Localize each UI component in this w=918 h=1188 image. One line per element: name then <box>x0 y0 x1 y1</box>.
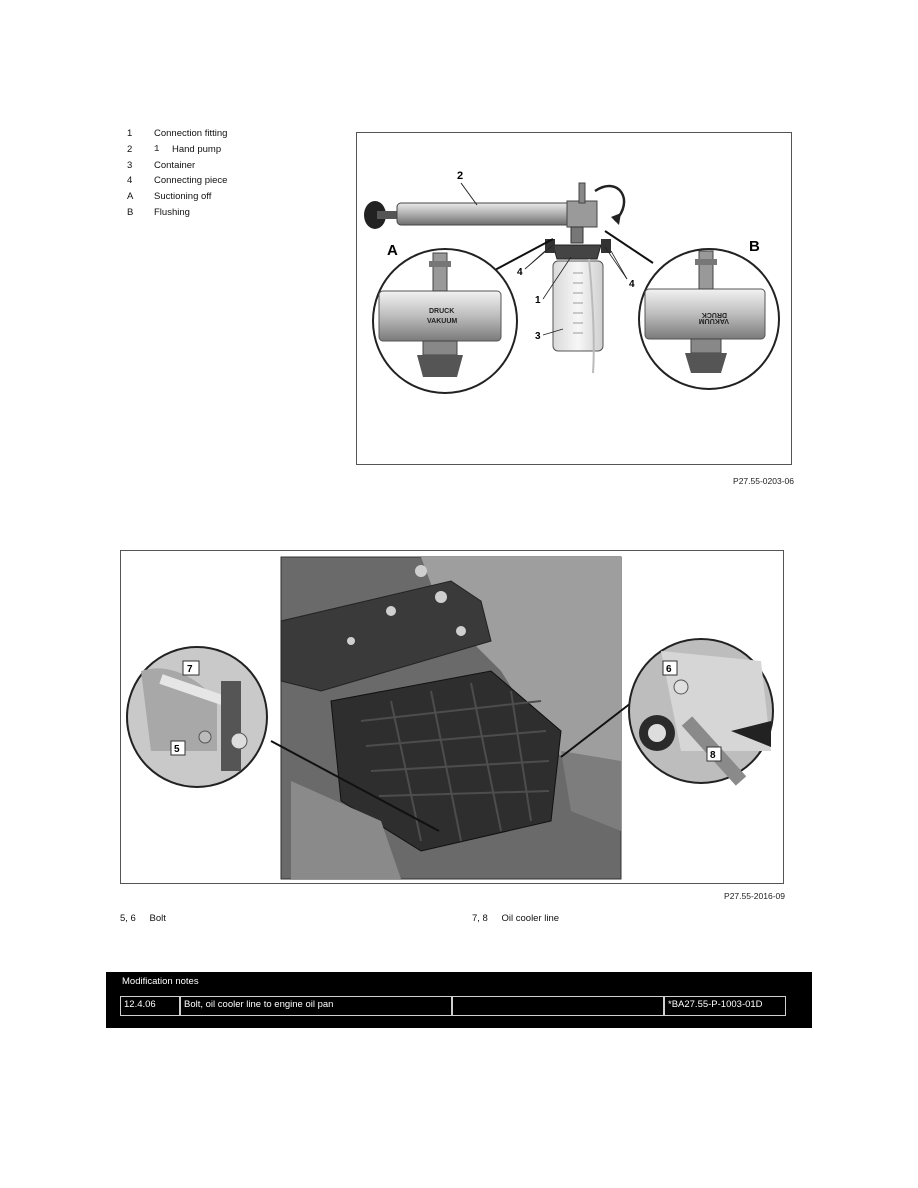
caption-key: 5, 6 <box>120 913 136 924</box>
legend-key: B <box>127 206 134 218</box>
callout-2: 2 <box>457 170 464 182</box>
legend-item <box>127 126 227 142</box>
legend-label: Connecting piece <box>154 175 228 187</box>
vakuum-label-a: VAKUUM <box>427 318 458 325</box>
callout-3: 3 <box>535 331 541 342</box>
figure-code: P27.55-2016-09 <box>724 891 785 901</box>
legend-label: Hand pump <box>172 143 222 155</box>
notes-date: 12.4.06 <box>120 996 180 1016</box>
notes-empty-cell <box>452 996 664 1016</box>
table-row <box>120 996 786 1016</box>
legend-item <box>127 158 227 174</box>
label-b: B <box>749 238 760 255</box>
caption-oil-cooler-line <box>472 913 559 924</box>
legend-label: Flushing <box>154 206 190 218</box>
legend-item <box>127 173 227 189</box>
legend-key: A <box>127 191 134 203</box>
legend-item <box>127 142 227 158</box>
callout-8: 8 <box>710 750 716 761</box>
label-a: A <box>387 242 398 259</box>
caption-key: 7, 8 <box>472 913 488 924</box>
caption-bolt <box>120 913 166 924</box>
vakuum-label-b: VAKUUM <box>698 317 729 324</box>
legend-item <box>127 189 227 205</box>
hand-pump-illustration <box>356 132 792 465</box>
modification-notes-table <box>106 972 812 1028</box>
legend-item <box>127 205 227 221</box>
legend-label: Suctioning off <box>154 191 212 203</box>
notes-reference-link[interactable]: *BA27.55-P-1003-01D <box>664 996 786 1016</box>
legend-subkey: 1 <box>154 143 160 154</box>
callout-5: 5 <box>174 744 180 755</box>
legend-label: Container <box>154 159 196 171</box>
callout-7: 7 <box>187 664 193 675</box>
callout-6: 6 <box>666 664 672 675</box>
legend-key: 1 <box>127 128 133 139</box>
callout-4-right: 4 <box>629 279 635 290</box>
druck-label-a: DRUCK <box>429 308 455 315</box>
callout-4-left: 4 <box>517 267 523 278</box>
figure-code: P27.55-0203-06 <box>733 476 794 486</box>
druck-label-b: DRUCK <box>701 311 727 318</box>
legend-label: Connection fitting <box>154 128 228 139</box>
legend-key: 3 <box>127 159 133 171</box>
oil-pan-photo <box>120 550 784 884</box>
notes-title: Modification notes <box>122 976 199 987</box>
legend-key: 2 <box>127 143 133 155</box>
caption-label: Bolt <box>149 913 166 924</box>
legend-list <box>127 126 227 221</box>
container-icon <box>553 261 603 351</box>
legend-key: 4 <box>127 175 133 187</box>
callout-1: 1 <box>535 295 541 306</box>
notes-description: Bolt, oil cooler line to engine oil pan <box>180 996 452 1016</box>
caption-label: Oil cooler line <box>501 913 560 924</box>
